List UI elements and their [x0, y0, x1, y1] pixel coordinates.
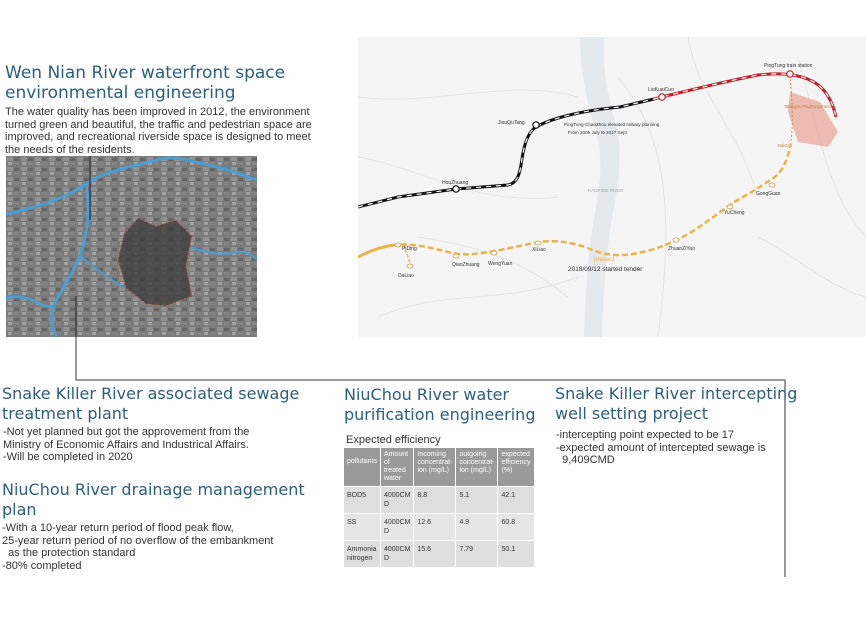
- table-cell: SS: [344, 514, 380, 541]
- table-cell: 4000CM D: [380, 514, 413, 541]
- table-caption: Expected efficiency: [346, 434, 441, 446]
- table-cell: 60.8: [498, 514, 534, 541]
- label-yucheng: YuCheng: [724, 210, 745, 216]
- sewage-title-line2: treatment plant: [2, 404, 129, 423]
- intercept-title: [555, 384, 855, 424]
- efficiency-table: [344, 448, 535, 567]
- table-cell: 4000CM D: [380, 541, 413, 568]
- table-row: [344, 487, 534, 514]
- wennian-body: The water quality has been improved in 2012, the environment turned green and beautiful, the traffic and pedestrian space are improved, and recreational riverside space is designed to meet the needs of the residents.: [5, 106, 312, 156]
- station-houzhuang: [453, 186, 459, 192]
- station-liukuaicuo: [659, 94, 665, 100]
- sewage-title: [2, 384, 332, 424]
- railway-map-graphic: [358, 37, 866, 337]
- label-piding: PiDing: [402, 246, 417, 252]
- table-cell: BOD5: [344, 487, 380, 514]
- intercept-title-line1: Snake Killer River intercepting: [555, 384, 798, 403]
- label-daigao: DaiGao: [778, 143, 793, 148]
- yellow-route: [358, 147, 790, 257]
- wennian-title-line2: environmental engineering: [5, 83, 236, 103]
- label-xiliao: XiLiao: [532, 247, 546, 253]
- phase-label: phase1: [594, 256, 616, 263]
- purification-title-line1: NiuChou River water: [344, 385, 510, 404]
- table-row: [344, 541, 534, 568]
- table-cell: 12.6: [414, 514, 456, 541]
- station-label-houzhuang: HouZhuang: [442, 180, 469, 186]
- table-header-row: [344, 448, 534, 487]
- table-cell: 7.79: [456, 541, 498, 568]
- river-label: KAOPING RIVER: [588, 188, 624, 193]
- table-cell: Ammonia nitrogen: [344, 541, 380, 568]
- drainage-section: [2, 480, 337, 572]
- railway-map: [358, 37, 866, 337]
- table-cell: 15.6: [414, 541, 456, 568]
- table-cell: 50.1: [498, 541, 534, 568]
- efficiency-table-wrap: [344, 448, 531, 567]
- sewage-body: -Not yet planned but got the approvement from the Ministry of Economic Affairs and Industrical Affairs. -Will be completed in 2020: [3, 426, 250, 463]
- intercept-body: -intercepting point expected to be 17 -expected amount of intercepted sewage is 9,409CMD: [556, 429, 766, 466]
- kaoping-river: [580, 37, 620, 337]
- label-gongguan: GongGuan: [756, 191, 781, 197]
- station-jiouqutang: [533, 122, 539, 128]
- station-label-pingtung: PingTung train station: [764, 63, 813, 69]
- intercept-title-line2: well setting project: [555, 404, 708, 423]
- sewage-section: [2, 384, 332, 464]
- station-pingtung: [787, 71, 793, 77]
- purification-title: [344, 385, 544, 425]
- table-cell: 8.8: [414, 487, 456, 514]
- station-label-jiouqutang: JiouQuTang: [498, 120, 525, 126]
- wennian-title-line1: Wen Nian River waterfront space: [5, 63, 286, 83]
- label-factory: Taihegan PingTung Factory: [784, 104, 836, 109]
- table-row: [344, 514, 534, 541]
- sewage-title-line1: Snake Killer River associated sewage: [2, 384, 300, 403]
- table-header: pollutants: [344, 448, 380, 487]
- table-cell: 4000CM D: [380, 487, 413, 514]
- table-header: outgoing concentrat-ion (mg/L): [456, 448, 498, 487]
- rail-note-1: PingTung-ChaoZhou elevated railway planning: [564, 122, 660, 127]
- label-daliao: DaLiao: [398, 273, 414, 279]
- table-header: Amount of treated water: [380, 448, 413, 487]
- drainage-body: -With a 10-year return period of flood peak flow, 25-year return period of no overflow of the embankment as the protection standard -80% completed: [2, 522, 274, 572]
- intercept-section: [555, 384, 855, 467]
- table-header: Incoming concentrat-ion (mg/L): [414, 448, 456, 487]
- table-cell: 4.9: [456, 514, 498, 541]
- rail-note-2: From 2005 July to 2017 Sept: [568, 130, 627, 135]
- table-cell: 42.1: [498, 487, 534, 514]
- table-cell: 5.1: [456, 487, 498, 514]
- station-label-liukuaicuo: LiuKuaiCuo: [648, 87, 674, 93]
- tender-label: 2018/09/12 started tender: [568, 266, 643, 273]
- drainage-title: NiuChou River drainage management plan: [2, 480, 305, 519]
- label-zhuanziyao: ZhuanZiYao: [668, 246, 695, 252]
- label-wengyuan: WengYuan: [488, 261, 513, 267]
- table-header: expected efficiency (%): [498, 448, 534, 487]
- purification-section: [344, 385, 544, 447]
- label-qianzhuang: QianZhuang: [452, 262, 480, 268]
- purification-title-line2: purification engineering: [344, 405, 536, 424]
